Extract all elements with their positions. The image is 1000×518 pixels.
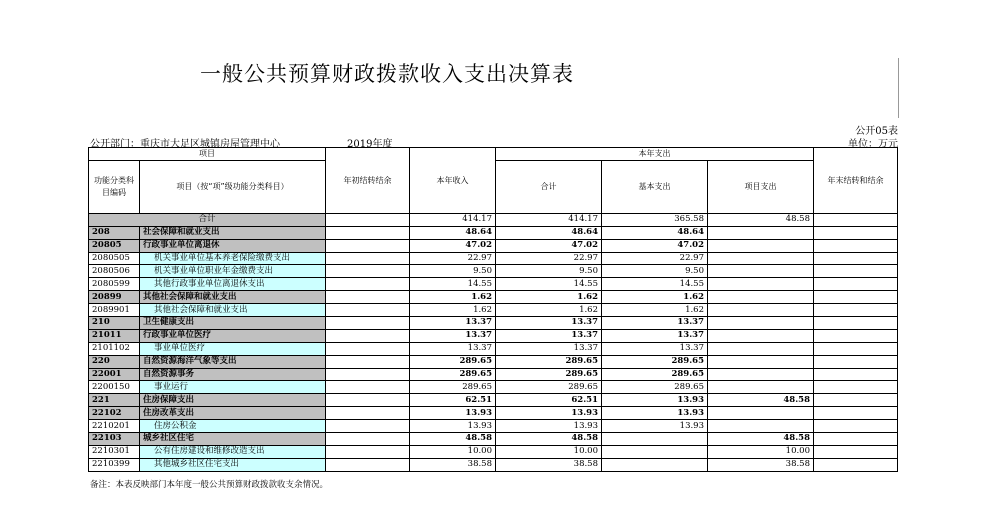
row-code: 20899 xyxy=(89,291,140,304)
row-income: 1.62 xyxy=(410,291,496,304)
row-income: 1.62 xyxy=(410,304,496,317)
row-expense-total: 22.97 xyxy=(496,252,602,265)
row-project: 48.58 xyxy=(708,394,814,407)
row-ending xyxy=(814,355,898,368)
table-row xyxy=(89,304,898,317)
row-name: 行政事业单位离退休 xyxy=(140,239,326,252)
row-expense-total: 13.37 xyxy=(496,317,602,330)
row-expense-total: 289.65 xyxy=(496,368,602,381)
row-name: 住房公积金 xyxy=(140,420,326,433)
row-code: 22001 xyxy=(89,368,140,381)
table-row xyxy=(89,278,898,291)
row-basic: 13.93 xyxy=(602,394,708,407)
row-expense-total: 1.62 xyxy=(496,304,602,317)
header-income: 本年收入 xyxy=(410,148,496,214)
row-code: 2101102 xyxy=(89,342,140,355)
header-project-expense: 项目支出 xyxy=(708,160,814,213)
row-name: 事业运行 xyxy=(140,381,326,394)
row-expense-total: 48.64 xyxy=(496,226,602,239)
row-beginning xyxy=(326,265,410,278)
row-basic: 289.65 xyxy=(602,368,708,381)
row-name: 卫生健康支出 xyxy=(140,317,326,330)
row-name: 公有住房建设和维修改造支出 xyxy=(140,445,326,458)
row-income: 62.51 xyxy=(410,394,496,407)
table-row xyxy=(89,252,898,265)
row-project xyxy=(708,252,814,265)
table-row xyxy=(89,433,898,446)
row-income: 48.58 xyxy=(410,433,496,446)
row-income: 9.50 xyxy=(410,265,496,278)
header-beginning-balance: 年初结转结余 xyxy=(326,148,410,214)
row-ending xyxy=(814,252,898,265)
row-code: 208 xyxy=(89,226,140,239)
table-row xyxy=(89,239,898,252)
row-project xyxy=(708,342,814,355)
row-expense-total: 38.58 xyxy=(496,458,602,471)
row-ending xyxy=(814,342,898,355)
row-project xyxy=(708,317,814,330)
table-row xyxy=(89,355,898,368)
table-row xyxy=(89,317,898,330)
page-title: 一般公共预算财政拨款收入支出决算表 xyxy=(200,62,574,86)
header-basic-expense: 基本支出 xyxy=(602,160,708,213)
row-expense-total: 13.37 xyxy=(496,342,602,355)
total-beginning xyxy=(326,213,410,226)
row-basic: 289.65 xyxy=(602,381,708,394)
row-code: 2210301 xyxy=(89,445,140,458)
table-row xyxy=(89,394,898,407)
row-beginning xyxy=(326,226,410,239)
row-basic: 14.55 xyxy=(602,278,708,291)
table-row xyxy=(89,342,898,355)
row-ending xyxy=(814,278,898,291)
row-ending xyxy=(814,317,898,330)
row-code: 2200150 xyxy=(89,381,140,394)
row-code: 20805 xyxy=(89,239,140,252)
table-body xyxy=(89,213,898,471)
row-ending xyxy=(814,420,898,433)
row-beginning xyxy=(326,239,410,252)
row-beginning xyxy=(326,458,410,471)
row-code: 2080505 xyxy=(89,252,140,265)
row-name: 行政事业单位医疗 xyxy=(140,329,326,342)
row-basic: 47.02 xyxy=(602,239,708,252)
department-label: 公开部门：重庆市大足区城镇房屋管理中心 xyxy=(90,139,280,150)
form-code: 公开05表 xyxy=(855,126,898,137)
total-expense: 414.17 xyxy=(496,213,602,226)
header-ending-balance: 年末结转和结余 xyxy=(814,148,898,214)
row-name: 住房保障支出 xyxy=(140,394,326,407)
row-income: 48.64 xyxy=(410,226,496,239)
row-project: 38.58 xyxy=(708,458,814,471)
row-name: 社会保障和就业支出 xyxy=(140,226,326,239)
row-project: 10.00 xyxy=(708,445,814,458)
row-expense-total: 62.51 xyxy=(496,394,602,407)
table-row xyxy=(89,265,898,278)
row-basic: 1.62 xyxy=(602,291,708,304)
unit-label: 单位：万元 xyxy=(848,139,898,150)
row-basic: 9.50 xyxy=(602,265,708,278)
row-expense-total: 289.65 xyxy=(496,381,602,394)
row-project xyxy=(708,368,814,381)
row-ending xyxy=(814,265,898,278)
row-project xyxy=(708,304,814,317)
row-expense-total: 47.02 xyxy=(496,239,602,252)
row-project xyxy=(708,420,814,433)
row-basic: 13.37 xyxy=(602,317,708,330)
row-code: 2089901 xyxy=(89,304,140,317)
header-item: 项目 xyxy=(89,148,326,161)
row-expense-total: 1.62 xyxy=(496,291,602,304)
row-project: 48.58 xyxy=(708,433,814,446)
budget-table-wrapper xyxy=(88,147,898,472)
row-beginning xyxy=(326,329,410,342)
budget-table xyxy=(88,147,898,472)
row-beginning xyxy=(326,291,410,304)
total-project: 48.58 xyxy=(708,213,814,226)
row-basic xyxy=(602,433,708,446)
row-income: 289.65 xyxy=(410,355,496,368)
row-name: 自然资源事务 xyxy=(140,368,326,381)
row-name: 机关事业单位基本养老保险缴费支出 xyxy=(140,252,326,265)
row-income: 10.00 xyxy=(410,445,496,458)
row-beginning xyxy=(326,394,410,407)
total-basic: 365.58 xyxy=(602,213,708,226)
row-project xyxy=(708,329,814,342)
row-beginning xyxy=(326,420,410,433)
row-ending xyxy=(814,394,898,407)
row-beginning xyxy=(326,407,410,420)
row-project xyxy=(708,381,814,394)
row-beginning xyxy=(326,304,410,317)
row-income: 14.55 xyxy=(410,278,496,291)
row-project xyxy=(708,278,814,291)
row-basic: 22.97 xyxy=(602,252,708,265)
row-expense-total: 13.37 xyxy=(496,329,602,342)
row-income: 47.02 xyxy=(410,239,496,252)
table-row xyxy=(89,368,898,381)
total-ending xyxy=(814,213,898,226)
table-row xyxy=(89,407,898,420)
header-name: 项目（按“项”级功能分类科目） xyxy=(140,160,326,213)
row-code: 22103 xyxy=(89,433,140,446)
row-beginning xyxy=(326,342,410,355)
row-project xyxy=(708,291,814,304)
row-ending xyxy=(814,368,898,381)
table-row xyxy=(89,226,898,239)
row-income: 13.37 xyxy=(410,329,496,342)
row-expense-total: 48.58 xyxy=(496,433,602,446)
table-row xyxy=(89,458,898,471)
table-row xyxy=(89,445,898,458)
row-beginning xyxy=(326,445,410,458)
year-label: 2019年度 xyxy=(347,139,393,150)
row-income: 289.65 xyxy=(410,368,496,381)
row-basic: 289.65 xyxy=(602,355,708,368)
row-basic: 13.93 xyxy=(602,407,708,420)
row-ending xyxy=(814,433,898,446)
row-expense-total: 9.50 xyxy=(496,265,602,278)
row-project xyxy=(708,239,814,252)
row-name: 事业单位医疗 xyxy=(140,342,326,355)
row-beginning xyxy=(326,368,410,381)
page-edge-line xyxy=(898,58,899,118)
row-ending xyxy=(814,226,898,239)
row-project xyxy=(708,355,814,368)
row-expense-total: 14.55 xyxy=(496,278,602,291)
row-project xyxy=(708,407,814,420)
header-expense-total: 合计 xyxy=(496,160,602,213)
row-expense-total: 13.93 xyxy=(496,407,602,420)
row-ending xyxy=(814,329,898,342)
row-beginning xyxy=(326,252,410,265)
table-row xyxy=(89,420,898,433)
row-income: 13.93 xyxy=(410,407,496,420)
row-income: 38.58 xyxy=(410,458,496,471)
row-ending xyxy=(814,445,898,458)
row-name: 其他城乡社区住宅支出 xyxy=(140,458,326,471)
row-code: 2080506 xyxy=(89,265,140,278)
row-code: 210 xyxy=(89,317,140,330)
table-row xyxy=(89,329,898,342)
table-row xyxy=(89,291,898,304)
row-code: 22102 xyxy=(89,407,140,420)
table-row xyxy=(89,381,898,394)
row-ending xyxy=(814,407,898,420)
row-income: 13.37 xyxy=(410,317,496,330)
row-ending xyxy=(814,239,898,252)
row-basic: 13.37 xyxy=(602,342,708,355)
total-label: 合计 xyxy=(89,213,326,226)
row-basic: 13.37 xyxy=(602,329,708,342)
row-name: 自然资源海洋气象等支出 xyxy=(140,355,326,368)
row-beginning xyxy=(326,433,410,446)
row-beginning xyxy=(326,317,410,330)
row-code: 221 xyxy=(89,394,140,407)
row-code: 21011 xyxy=(89,329,140,342)
row-expense-total: 289.65 xyxy=(496,355,602,368)
row-name: 住房改革支出 xyxy=(140,407,326,420)
row-project xyxy=(708,265,814,278)
header-code: 功能分类科目编码 xyxy=(89,160,140,213)
row-code: 2210201 xyxy=(89,420,140,433)
row-income: 22.97 xyxy=(410,252,496,265)
row-name: 机关事业单位职业年金缴费支出 xyxy=(140,265,326,278)
row-code: 2210399 xyxy=(89,458,140,471)
header-expense-group: 本年支出 xyxy=(496,148,814,161)
row-basic: 1.62 xyxy=(602,304,708,317)
row-ending xyxy=(814,304,898,317)
row-basic xyxy=(602,445,708,458)
row-expense-total: 13.93 xyxy=(496,420,602,433)
row-basic: 48.64 xyxy=(602,226,708,239)
row-code: 220 xyxy=(89,355,140,368)
footnote: 备注：本表反映部门本年度一般公共预算财政拨款收支余情况。 xyxy=(90,480,329,490)
row-ending xyxy=(814,381,898,394)
row-expense-total: 10.00 xyxy=(496,445,602,458)
row-basic xyxy=(602,458,708,471)
row-basic: 13.93 xyxy=(602,420,708,433)
row-name: 城乡社区住宅 xyxy=(140,433,326,446)
row-name: 其他社会保障和就业支出 xyxy=(140,291,326,304)
row-beginning xyxy=(326,355,410,368)
row-beginning xyxy=(326,278,410,291)
total-row xyxy=(89,213,898,226)
row-name: 其他社会保障和就业支出 xyxy=(140,304,326,317)
row-code: 2080599 xyxy=(89,278,140,291)
row-income: 13.37 xyxy=(410,342,496,355)
row-beginning xyxy=(326,381,410,394)
row-project xyxy=(708,226,814,239)
row-name: 其他行政事业单位离退休支出 xyxy=(140,278,326,291)
row-ending xyxy=(814,458,898,471)
row-income: 289.65 xyxy=(410,381,496,394)
total-income: 414.17 xyxy=(410,213,496,226)
row-income: 13.93 xyxy=(410,420,496,433)
row-ending xyxy=(814,291,898,304)
